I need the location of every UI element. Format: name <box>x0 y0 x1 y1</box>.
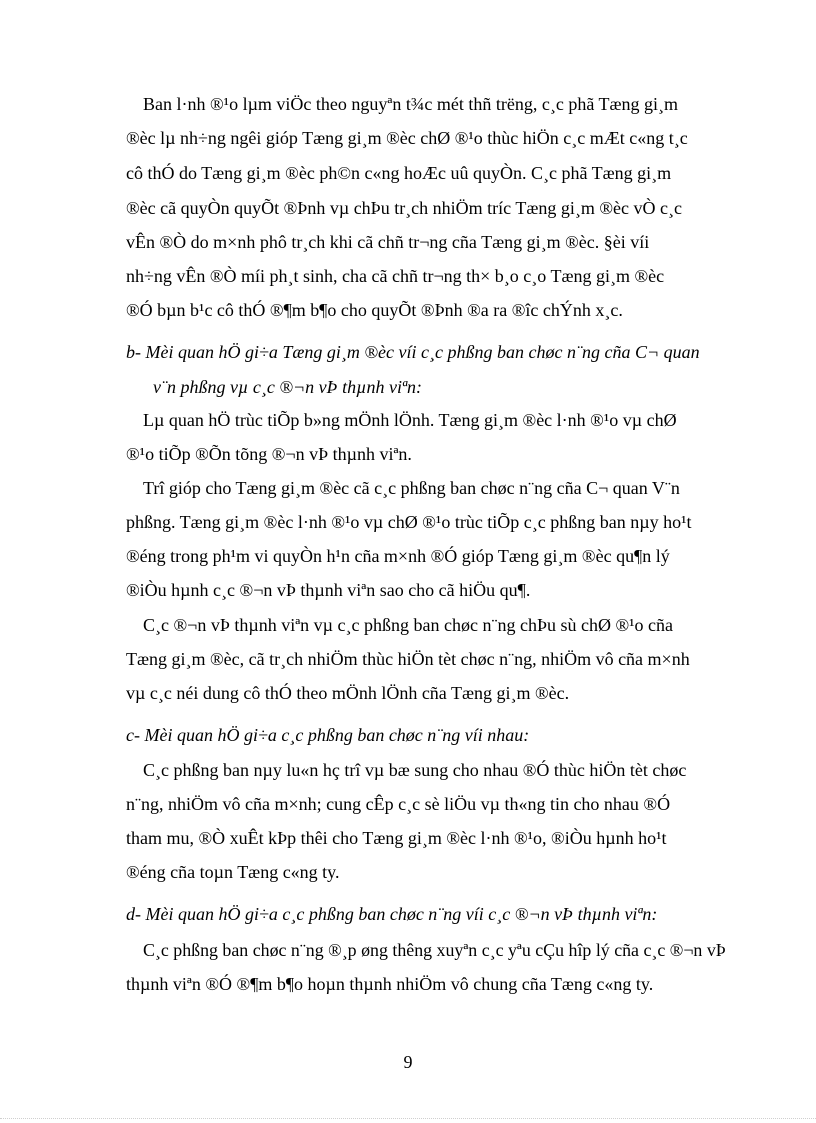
heading-line: b- Mèi quan hÖ gi÷a Tæng gi¸m ®èc víi c¸c phßng ban chøc n¨ng cña C¬ quan <box>126 342 700 362</box>
heading-line: v¨n phßng vµ c¸c ®¬n vÞ thµnh viªn: <box>153 377 422 397</box>
text-line: C¸c ®¬n vÞ thµnh viªn vµ c¸c phßng ban chøc n¨ng chÞu sù chØ ®¹o cña <box>143 615 674 635</box>
page-number: 9 <box>403 1052 413 1072</box>
text-line: ®iÒu hµnh c¸c ®¬n vÞ thµnh viªn sao cho cã hiÖu qu¶. <box>126 580 531 600</box>
page-bottom-divider <box>0 1118 816 1119</box>
text-line: cô thÓ do Tæng gi¸m ®èc ph©n c«ng hoÆc uû quyÒn. C¸c phã Tæng gi¸m <box>126 163 672 183</box>
text-line: phßng. Tæng gi¸m ®èc l·nh ®¹o vµ chØ ®¹o trùc tiÕp c¸c phßng ban nµy ho¹t <box>126 512 692 532</box>
text-line: ®¹o tiÕp ®Õn tõng ®¬n vÞ thµnh viªn. <box>126 444 412 464</box>
text-line: Tæng gi¸m ®èc, cã tr¸ch nhiÖm thùc hiÖn tèt chøc n¨ng, nhiÖm vô cña m×nh <box>126 649 690 669</box>
text-line: n¨ng, nhiÖm vô cña m×nh; cung cÊp c¸c sè liÖu vµ th«ng tin cho nhau ®Ó <box>126 794 671 814</box>
text-line: Trî gióp cho Tæng gi¸m ®èc cã c¸c phßng ban chøc n¨ng cña C¬ quan V¨n <box>143 478 680 498</box>
text-line: Ban l·nh ®¹o lµm viÖc theo nguyªn t¾c mét thñ trëng, c¸c phã Tæng gi¸m <box>143 94 678 114</box>
text-line: ®èc cã quyÒn quyÕt ®Þnh vµ chÞu tr¸ch nhiÖm tríc Tæng gi¸m ®èc vÒ c¸c <box>126 198 682 218</box>
heading-line: d- Mèi quan hÖ gi÷a c¸c phßng ban chøc n¨ng víi c¸c ®¬n vÞ thµnh viªn: <box>126 904 658 924</box>
heading-line: c- Mèi quan hÖ gi÷a c¸c phßng ban chøc n¨ng víi nhau: <box>126 725 530 745</box>
text-line: C¸c phßng ban nµy lu«n hç trî vµ bæ sung cho nhau ®Ó thùc hiÖn tèt chøc <box>143 760 687 780</box>
text-line: thµnh viªn ®Ó ®¶m b¶o hoµn thµnh nhiÖm vô chung cña Tæng c«ng ty. <box>126 974 654 994</box>
text-line: ®éng cña toµn Tæng c«ng ty. <box>126 862 340 882</box>
text-line: vÊn ®Ò do m×nh phô tr¸ch khi cã chñ tr¬ng cña Tæng gi¸m ®èc. §èi víi <box>126 232 650 252</box>
text-line: vµ c¸c néi dung cô thÓ theo mÖnh lÖnh cña Tæng gi¸m ®èc. <box>126 683 570 703</box>
text-line: Lµ quan hÖ trùc tiÕp b»ng mÖnh lÖnh. Tæng gi¸m ®èc l·nh ®¹o vµ chØ <box>143 410 677 430</box>
text-line: ®èc lµ nh÷ng ngêi gióp Tæng gi¸m ®èc chØ ®¹o thùc hiÖn c¸c mÆt c«ng t¸c <box>126 128 688 148</box>
text-line: ®éng trong ph¹m vi quyÒn h¹n cña m×nh ®Ó gióp Tæng gi¸m ®èc qu¶n lý <box>126 546 670 566</box>
text-line: nh÷ng vÊn ®Ò míi ph¸t sinh, cha cã chñ tr¬ng th× b¸o c¸o Tæng gi¸m ®èc <box>126 266 665 286</box>
text-line: ®Ó bµn b¹c cô thÓ ®¶m b¶o cho quyÕt ®Þnh ®a ra ®îc chÝnh x¸c. <box>126 300 623 320</box>
text-line: tham mu, ®Ò xuÊt kÞp thêi cho Tæng gi¸m ®èc l·nh ®¹o, ®iÒu hµnh ho¹t <box>126 828 667 848</box>
text-line: C¸c phßng ban chøc n¨ng ®¸p øng thêng xuyªn c¸c yªu cÇu hîp lý cña c¸c ®¬n vÞ <box>143 940 726 960</box>
